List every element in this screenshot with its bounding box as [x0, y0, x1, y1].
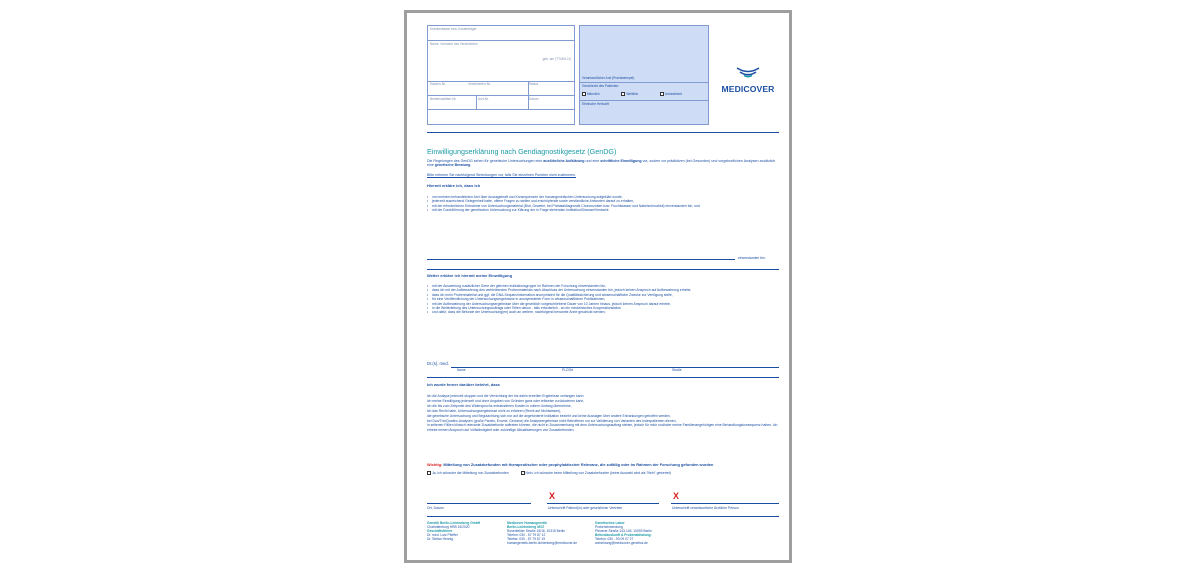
section-rule [427, 377, 779, 378]
list-item: die genetische Untersuchung und Begutachtung sich nur auf die angeforderte Indikation bezieht und keine Aussagen über andere Erkrankungen getroffen werden, [427, 413, 671, 418]
section-heading-3: Ich wurde ferner darüber belehrt, dass [427, 382, 500, 387]
list-item: bei Duo/Trio/Quattro-Analysen (große Panels, Exome, Genome) die Analyseergebnisse nicht Betroffener nur zur Validierung von Varianten des Indexpatienten dienen, [427, 418, 677, 423]
place-date-label: Ort, Datum [427, 506, 444, 510]
indication-input-line[interactable] [427, 259, 735, 260]
medicover-logo-icon [735, 65, 761, 79]
section-rule [427, 269, 779, 270]
important-text: Mitteilung von Zusatzbefunden mit therapeutischer oder prophylaktischer Relevanz, die zufällig oder im Rahmen der Forschung gefunden wurden [442, 462, 714, 467]
doctor-street-label: Straße [672, 368, 682, 372]
betriebsstaetten-label: Betriebsstätten-Nr. [430, 97, 457, 101]
intro-bold-1: ausführliche Aufklärung [543, 159, 585, 163]
doctor-sign-mark: X [673, 491, 680, 501]
medicover-logo [717, 65, 779, 94]
arzt-nr-label: Arzt-Nr. [478, 97, 489, 101]
footer-email[interactable]: humangenetik-berlin-lichtenberg@medicover.de [507, 541, 578, 546]
page-title: Einwilligungserklärung nach Gendiagnostikgesetz (GenDG) [427, 147, 617, 156]
divider [580, 82, 708, 83]
logo-text: MEDICOVER [721, 84, 775, 94]
option-male: Männlich [586, 92, 600, 96]
list-item: • dass ich mit der Aufbewahrung des verbleibenden Probenmaterials nach Abschluss der Untersuchung einverstanden bin, jedoch keinen Anspruch auf Aufbewahrung erhebe, [427, 288, 779, 292]
footer-company [427, 521, 480, 541]
important-note [427, 462, 713, 467]
footer-mvz-title-2: Berlin-Lichtenberg MVZ [507, 525, 545, 530]
divider [428, 109, 574, 110]
option-female: Weiblich [626, 92, 639, 96]
list-item: ich das Recht habe, Untersuchungsergebnisse nicht zu erfahren (Recht auf Nichtwissen), [427, 408, 562, 413]
doctor-prefix: Dr.(s). med. [427, 361, 449, 366]
footer-lab [595, 521, 652, 546]
intro-text [427, 159, 779, 168]
strike-note: Bitte nehmen Sie nachfolgend Streichungen vor, falls Sie einzelnen Punkten nicht zustimmen. [427, 173, 577, 177]
checkbox-no[interactable] [521, 471, 525, 475]
intro-bold-3: genetische Beratung [434, 163, 471, 168]
intro-pre: Die Regelungen des GenDG sehen für genetische Untersuchungen eine [427, 159, 544, 163]
list-item: ich die Analyse jederzeit stoppen und die Vernichtung der bis dahin erzielten Ergebnisse verlangen kann [427, 394, 584, 398]
doctor-signature-label: Unterschrift verantwortliche Ärztliche Person [672, 506, 739, 510]
footer-line: Telefon: 030 - 93 09 07 27 [595, 537, 634, 542]
footer-line: Rosenfelder Straße 15/16, 10315 Berlin [507, 529, 566, 534]
divider [580, 100, 708, 101]
place-date-line[interactable] [427, 503, 531, 504]
findings-choice [427, 471, 671, 475]
footer-line: Charlottenburg HRB 19/2020 [427, 525, 470, 530]
gender-options [582, 92, 682, 96]
list-item: ich die bis zum Zeitpunkt des Widerspruchs entstandenen Kosten in vollem Umfang übernehme, [427, 403, 572, 408]
name-label: Name, Vorname des Versicherten [430, 42, 478, 46]
divider [428, 40, 574, 41]
list-item: • jederzeit ausreichend Gelegenheit hatte, offene Fragen zu stellen und erschöpfende sowie verständliche Antworten darauf zu erhalten, [427, 199, 779, 203]
datum-label: Datum [529, 97, 539, 101]
gender-label: Geschlecht des Patienten: [582, 84, 620, 88]
patient-sign-mark: X [549, 491, 556, 501]
consent-form [427, 25, 779, 553]
list-item: • und dafür, dass die Befunde der Untersuchung(en) auch an weitere, nachfolgend benannte Ärzte geschickt werden: [427, 310, 779, 314]
footer-rule [427, 516, 779, 517]
option-no: Nein, ich wünsche keine Mitteilung von Zusatzbefunden (keine Auswahl wird als "Nein" gewertet) [525, 471, 671, 475]
footer-managers-title: Geschäftsführer [427, 529, 453, 534]
patient-signature-label: Unterschrift Patient(in) oder gesetzlicher Vertreter [548, 506, 623, 510]
list-item: • von meinem behandelnden Arzt über Aussagekraft und Konsequenzen der humangenetischen Untersuchung aufgeklärt wurde, [427, 195, 779, 199]
intro-mid-2: vor, zudem vor prädiktiven (bei Gesunden) und vorgeburtlichen Analysen zusätzlich eine [427, 159, 776, 168]
footer-company-title: Genetik Berlin-Lichtenberg GmbH [427, 521, 481, 525]
divider [476, 95, 477, 109]
list-item: • für eine Veröffentlichung der Untersuchungsergebnisse in anonymisierter Form in wissenschaftlichen Publikationen, [427, 297, 779, 301]
doctor-stamp-box[interactable] [579, 25, 709, 125]
footer-line: Telefon: 030 - 57 79 87 12 [507, 533, 546, 538]
checkbox-male[interactable] [582, 92, 586, 96]
list-item: in seltenen Fällen klinisch relevante Zusatzbefunde auftreten können, die nicht in Zusammenhang mit dem Untersuchungsauftrag stehen, jedoch für mich und/oder meine Familienangehörigen eine Behandlungskonsequenz haben. Ich erhebe keinen Anspruch auf Vollständigkeit oder zukünftige Aktualisierungen von Zusatzbefunden. [427, 423, 778, 432]
divider [428, 95, 574, 96]
doctor-address-line[interactable] [451, 367, 779, 368]
divider [428, 81, 574, 82]
checkbox-undetermined[interactable] [660, 92, 664, 96]
list-item: • mit der Auswertung zusätzlicher Gene der gleichen Indikationsgruppe im Rahmen der Forschung einverstanden bin, [427, 284, 779, 288]
footer-email[interactable]: anmeldung@medicover-genetics.de [595, 541, 648, 546]
section-3-list [427, 394, 779, 432]
born-label: geb. am (TT.MM.JJ) [542, 57, 571, 61]
list-item: • mit der Durchführung der genetischen Untersuchung zur Klärung der in Frage stehenden Indikation/Dianose/Verdacht [427, 208, 779, 212]
footer-line: Dr. Stefan Hennig [427, 537, 454, 542]
responsible-doctor-label: Verantwortlicher Arzt (Praxisstempel) [582, 76, 635, 80]
ethnic-origin-label: Ethnische Herkunft [582, 102, 609, 106]
insurer-label: Krankenkasse bzw. Kostenträger [430, 27, 477, 31]
footer-line: Pfeuerer Straße 143-145, 10093 Berlin [595, 529, 652, 534]
status-label: Status [529, 82, 539, 86]
divider [528, 81, 529, 95]
agree-label: einverstanden bin. [738, 256, 766, 260]
section-heading-2: Weiter erkläre ich hiermit meine Einwilligung [427, 273, 513, 278]
checkbox-female[interactable] [621, 92, 625, 96]
important-label: Wichtig: [427, 462, 443, 467]
divider [528, 95, 529, 109]
footer-mvz-title: Medicover Humangenetik [507, 521, 547, 525]
kasse-nr-label: Kassen-Nr. [430, 82, 446, 86]
footer-line: Probeneinsendung [595, 525, 623, 530]
list-item: • in die Weiterleitung des Untersuchungsauftrags oder Teilen davon - falls erforderlich - an ein medizinisches Kooperationslabor, [427, 306, 779, 310]
document-frame [404, 10, 792, 563]
intro-post: . [470, 163, 472, 168]
header-rule [427, 132, 779, 133]
footer-mvz [507, 521, 577, 546]
list-item: • mit der Aufbewahrung der Untersuchungsergebnisse über die gesetzlich vorgeschriebene Dauer von 10 Jahren hinaus, jedoch keinen Anspruch darauf erhebe, [427, 302, 779, 306]
list-item: ich meine Einwilligung jederzeit und ohne Angaben von Gründen ganz oder teilweise zurückziehen kann, [427, 398, 585, 403]
versicherten-nr-label: Versicherten-Nr. [468, 82, 491, 86]
section-1-list [427, 195, 779, 213]
footer-line: Dr. med. Lutz Pfeiffer [427, 533, 458, 538]
intro-mid-1: und eine [584, 159, 601, 163]
option-undetermined: Unbestimmt [665, 92, 683, 96]
patient-signature-line[interactable] [547, 503, 659, 504]
intro-bold-2: schriftliche Einwilligung [600, 159, 642, 163]
footer-lab-subtitle: Befundauskunft & Probenabholung: [595, 533, 652, 538]
doctor-signature-line[interactable] [671, 503, 779, 504]
section-heading-1: Hiermit erkläre ich, dass ich [427, 183, 481, 188]
list-item: • mit der erforderlichen Entnahme von Untersuchungsmaterial (Blut, Gewebe, bei Pränataldiagnostik Chorionzotten bzw. Fruchtwasser und Nabelschnurblut) einverstanden bin, und [427, 204, 779, 208]
list-item: • dass ich mein Probenmaterial und ggf. die DNA-Sequenzinformation anonymisiert für die Qualitätssicherung und wissenschaftliche Zwecke zur Verfügung stelle, [427, 293, 779, 297]
option-yes: Ja, ich wünsche die Mitteilung von Zusatzbefunden [431, 471, 509, 475]
patient-insurance-box[interactable] [427, 25, 575, 125]
checkbox-yes[interactable] [427, 471, 431, 475]
footer-lab-title: Genetisches Labor [595, 521, 625, 525]
doctor-name-label: Name [457, 368, 466, 372]
section-2-list [427, 284, 779, 315]
doctor-city-label: PLZ/Ort [562, 368, 574, 372]
footer-line: Telefax: 030 - 57 79 87 19 [507, 537, 546, 542]
